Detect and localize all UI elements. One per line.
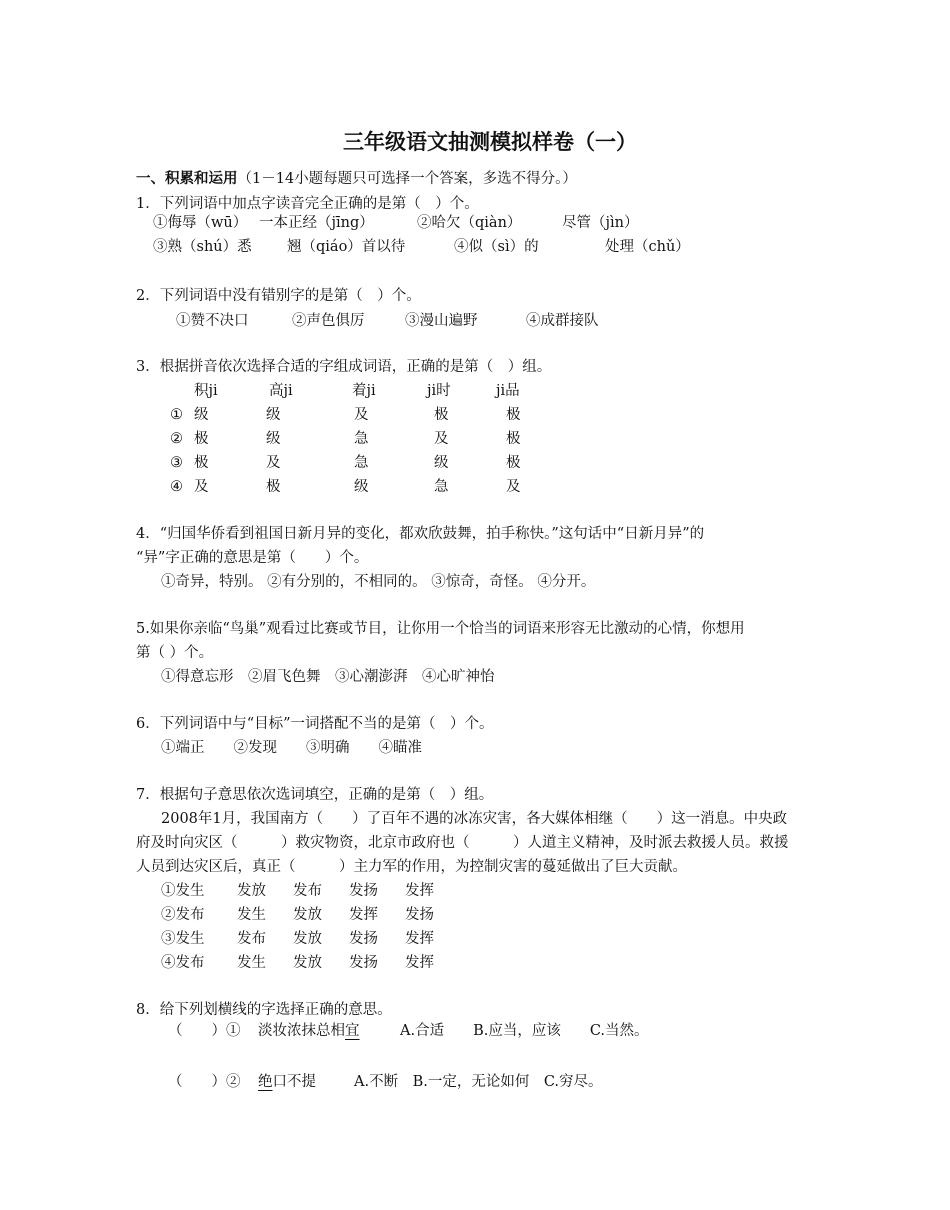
q1-option-2a: ②哈欠（qiàn） (417, 215, 522, 231)
q7-option-3-w1: ③发生 (161, 931, 205, 947)
q2-option-4: ④成群接队 (526, 313, 599, 329)
question-4-line-2: “异”字正确的意思是第（ ）个。 (136, 550, 369, 566)
q3-cell: 级 (354, 479, 369, 495)
q3-cell: 急 (354, 455, 369, 471)
q7-option-3-w5: 发挥 (405, 931, 434, 947)
question-5-line-1: 5.如果你亲临“鸟巢”观看过比赛或节目，让你用一个恰当的词语来形容无比激动的心情，你想用 (136, 621, 745, 637)
q3-cell: 极 (266, 479, 281, 495)
q3-row-3-label: ③ (170, 455, 183, 471)
q3-header-2: 高ji (269, 383, 293, 399)
q3-cell: 极 (506, 455, 521, 471)
q3-cell: 级 (194, 407, 209, 423)
q7-option-3-w4: 发扬 (349, 931, 378, 947)
question-6-stem: 6．下列词语中与“目标”一词搭配不当的是第（ ）个。 (136, 716, 494, 732)
q3-cell: 及 (434, 431, 449, 447)
q1-option-3a: ③熟（shú）悉 (153, 239, 252, 255)
page-title: 三年级语文抽测模拟样卷（一） (343, 129, 637, 154)
q3-cell: 急 (354, 431, 369, 447)
q7-option-1-w5: 发挥 (405, 883, 434, 899)
q3-header-1: 积ji (194, 383, 218, 399)
q7-option-4-w3: 发放 (293, 955, 322, 971)
q8-item-2-options: A.不断 B.一定，无论如何 C.穷尽。 (354, 1074, 603, 1090)
q7-passage-line-3: 人员到达灾区后，真正（ ）主力军的作用，为控制灾害的蔓延做出了巨大贡献。 (136, 859, 687, 875)
q7-option-2-w2: 发生 (237, 907, 266, 923)
q8-item-2-bracket: （ ）② (168, 1074, 241, 1090)
q3-cell: 极 (434, 407, 449, 423)
q3-cell: 急 (434, 479, 449, 495)
q3-cell: 级 (266, 431, 281, 447)
q7-option-2-w5: 发扬 (405, 907, 434, 923)
q3-row-1-label: ① (170, 407, 183, 423)
q3-cell: 及 (194, 479, 209, 495)
q2-option-1: ①赞不决口 (176, 313, 249, 329)
q1-option-4a: ④似（sì）的 (454, 239, 539, 255)
q1-option-1a: ①侮辱（wū） (153, 215, 248, 231)
section-note: （1－14小题每题只可选择一个答案，多选不得分。） (237, 171, 577, 187)
q7-passage-line-1: 2008年1月，我国南方（ ）了百年不遇的冰冻灾害，各大媒体相继（ ）这一消息。中央政 (161, 811, 788, 827)
section-title: 一、积累和运用 (136, 170, 238, 187)
q7-option-4-w1: ④发布 (161, 955, 205, 971)
question-7-stem: 7．根据句子意思依次选词填空，正确的是第（ ）组。 (136, 787, 494, 803)
q7-passage-line-2: 府及时向灾区（ ）救灾物资，北京市政府也（ ）人道主义精神，及时派去救援人员。救援 (136, 835, 789, 851)
q1-option-1b: 一本正经（jīng） (259, 215, 374, 231)
q2-option-3: ③漫山遍野 (405, 313, 478, 329)
q3-row-4-label: ④ (170, 479, 183, 495)
q7-option-1-w3: 发布 (293, 883, 322, 899)
q7-option-3-w2: 发布 (237, 931, 266, 947)
q8-item-1-phrase (258, 1024, 360, 1039)
q3-cell: 及 (266, 455, 281, 471)
question-5-line-2: 第（ ）个。 (136, 645, 214, 661)
q8-item-1-options: A.合适 B.应当，应该 C.当然。 (400, 1023, 649, 1039)
q3-cell: 极 (194, 455, 209, 471)
q3-cell: 极 (506, 431, 521, 447)
question-8-stem: 8．给下列划横线的字选择正确的意思。 (136, 1002, 392, 1018)
q1-option-3b: 翘（qiáo）首以待 (287, 239, 406, 255)
q3-cell: 级 (266, 407, 281, 423)
question-3-stem: 3．根据拼音依次选择合适的字组成词语，正确的是第（ ）组。 (136, 359, 552, 375)
q5-options: ①得意忘形 ②眉飞色舞 ③心潮澎湃 ④心旷神怡 (161, 669, 495, 685)
q7-option-4-w5: 发挥 (405, 955, 434, 971)
question-2-stem: 2．下列词语中没有错别字的是第（ ）个。 (136, 288, 421, 304)
q8-item-1-bracket: （ ）① (168, 1023, 241, 1039)
q3-header-4: ji时 (427, 383, 451, 399)
q1-option-2b: 尽管（jìn） (562, 215, 639, 231)
q8-item-1-key: 宜 (345, 1023, 360, 1039)
q3-cell: 级 (434, 455, 449, 471)
q3-row-2-label: ② (170, 431, 183, 447)
question-4-line-1: 4．“归国华侨看到祖国日新月异的变化，都欢欣鼓舞，拍手称快。”这句话中“日新月异”的 (136, 526, 705, 542)
q4-options: ①奇异，特别。 ②有分别的，不相同的。 ③惊奇，奇怪。 ④分开。 (161, 574, 596, 590)
q3-cell: 及 (506, 479, 521, 495)
q7-option-1-w4: 发扬 (349, 883, 378, 899)
q3-cell: 极 (194, 431, 209, 447)
q7-option-4-w4: 发扬 (349, 955, 378, 971)
q7-option-1-w2: 发放 (237, 883, 266, 899)
q7-option-1-w1: ①发生 (161, 883, 205, 899)
q7-option-2-w1: ②发布 (161, 907, 205, 923)
q7-option-2-w4: 发挥 (349, 907, 378, 923)
q3-header-5: ji品 (496, 383, 520, 399)
q8-item-2-post: 口不提 (272, 1074, 316, 1090)
q2-option-2: ②声色俱厉 (292, 313, 365, 329)
q7-option-4-w2: 发生 (237, 955, 266, 971)
q1-option-4b: 处理（chǔ） (605, 239, 690, 255)
q8-item-2-phrase (258, 1075, 316, 1090)
q8-item-2-key: 绝 (258, 1074, 273, 1090)
section-heading (136, 172, 577, 187)
q7-option-2-w3: 发放 (293, 907, 322, 923)
q3-cell: 极 (506, 407, 521, 423)
q6-options: ①端正 ②发现 ③明确 ④瞄准 (161, 740, 422, 756)
q7-option-3-w3: 发放 (293, 931, 322, 947)
q8-item-1-pre: 淡妆浓抹总相 (258, 1023, 345, 1039)
q3-cell: 及 (354, 407, 369, 423)
q3-header-3: 着ji (352, 383, 376, 399)
question-1-stem: 1．下列词语中加点字读音完全正确的是第（ ）个。 (136, 196, 479, 212)
